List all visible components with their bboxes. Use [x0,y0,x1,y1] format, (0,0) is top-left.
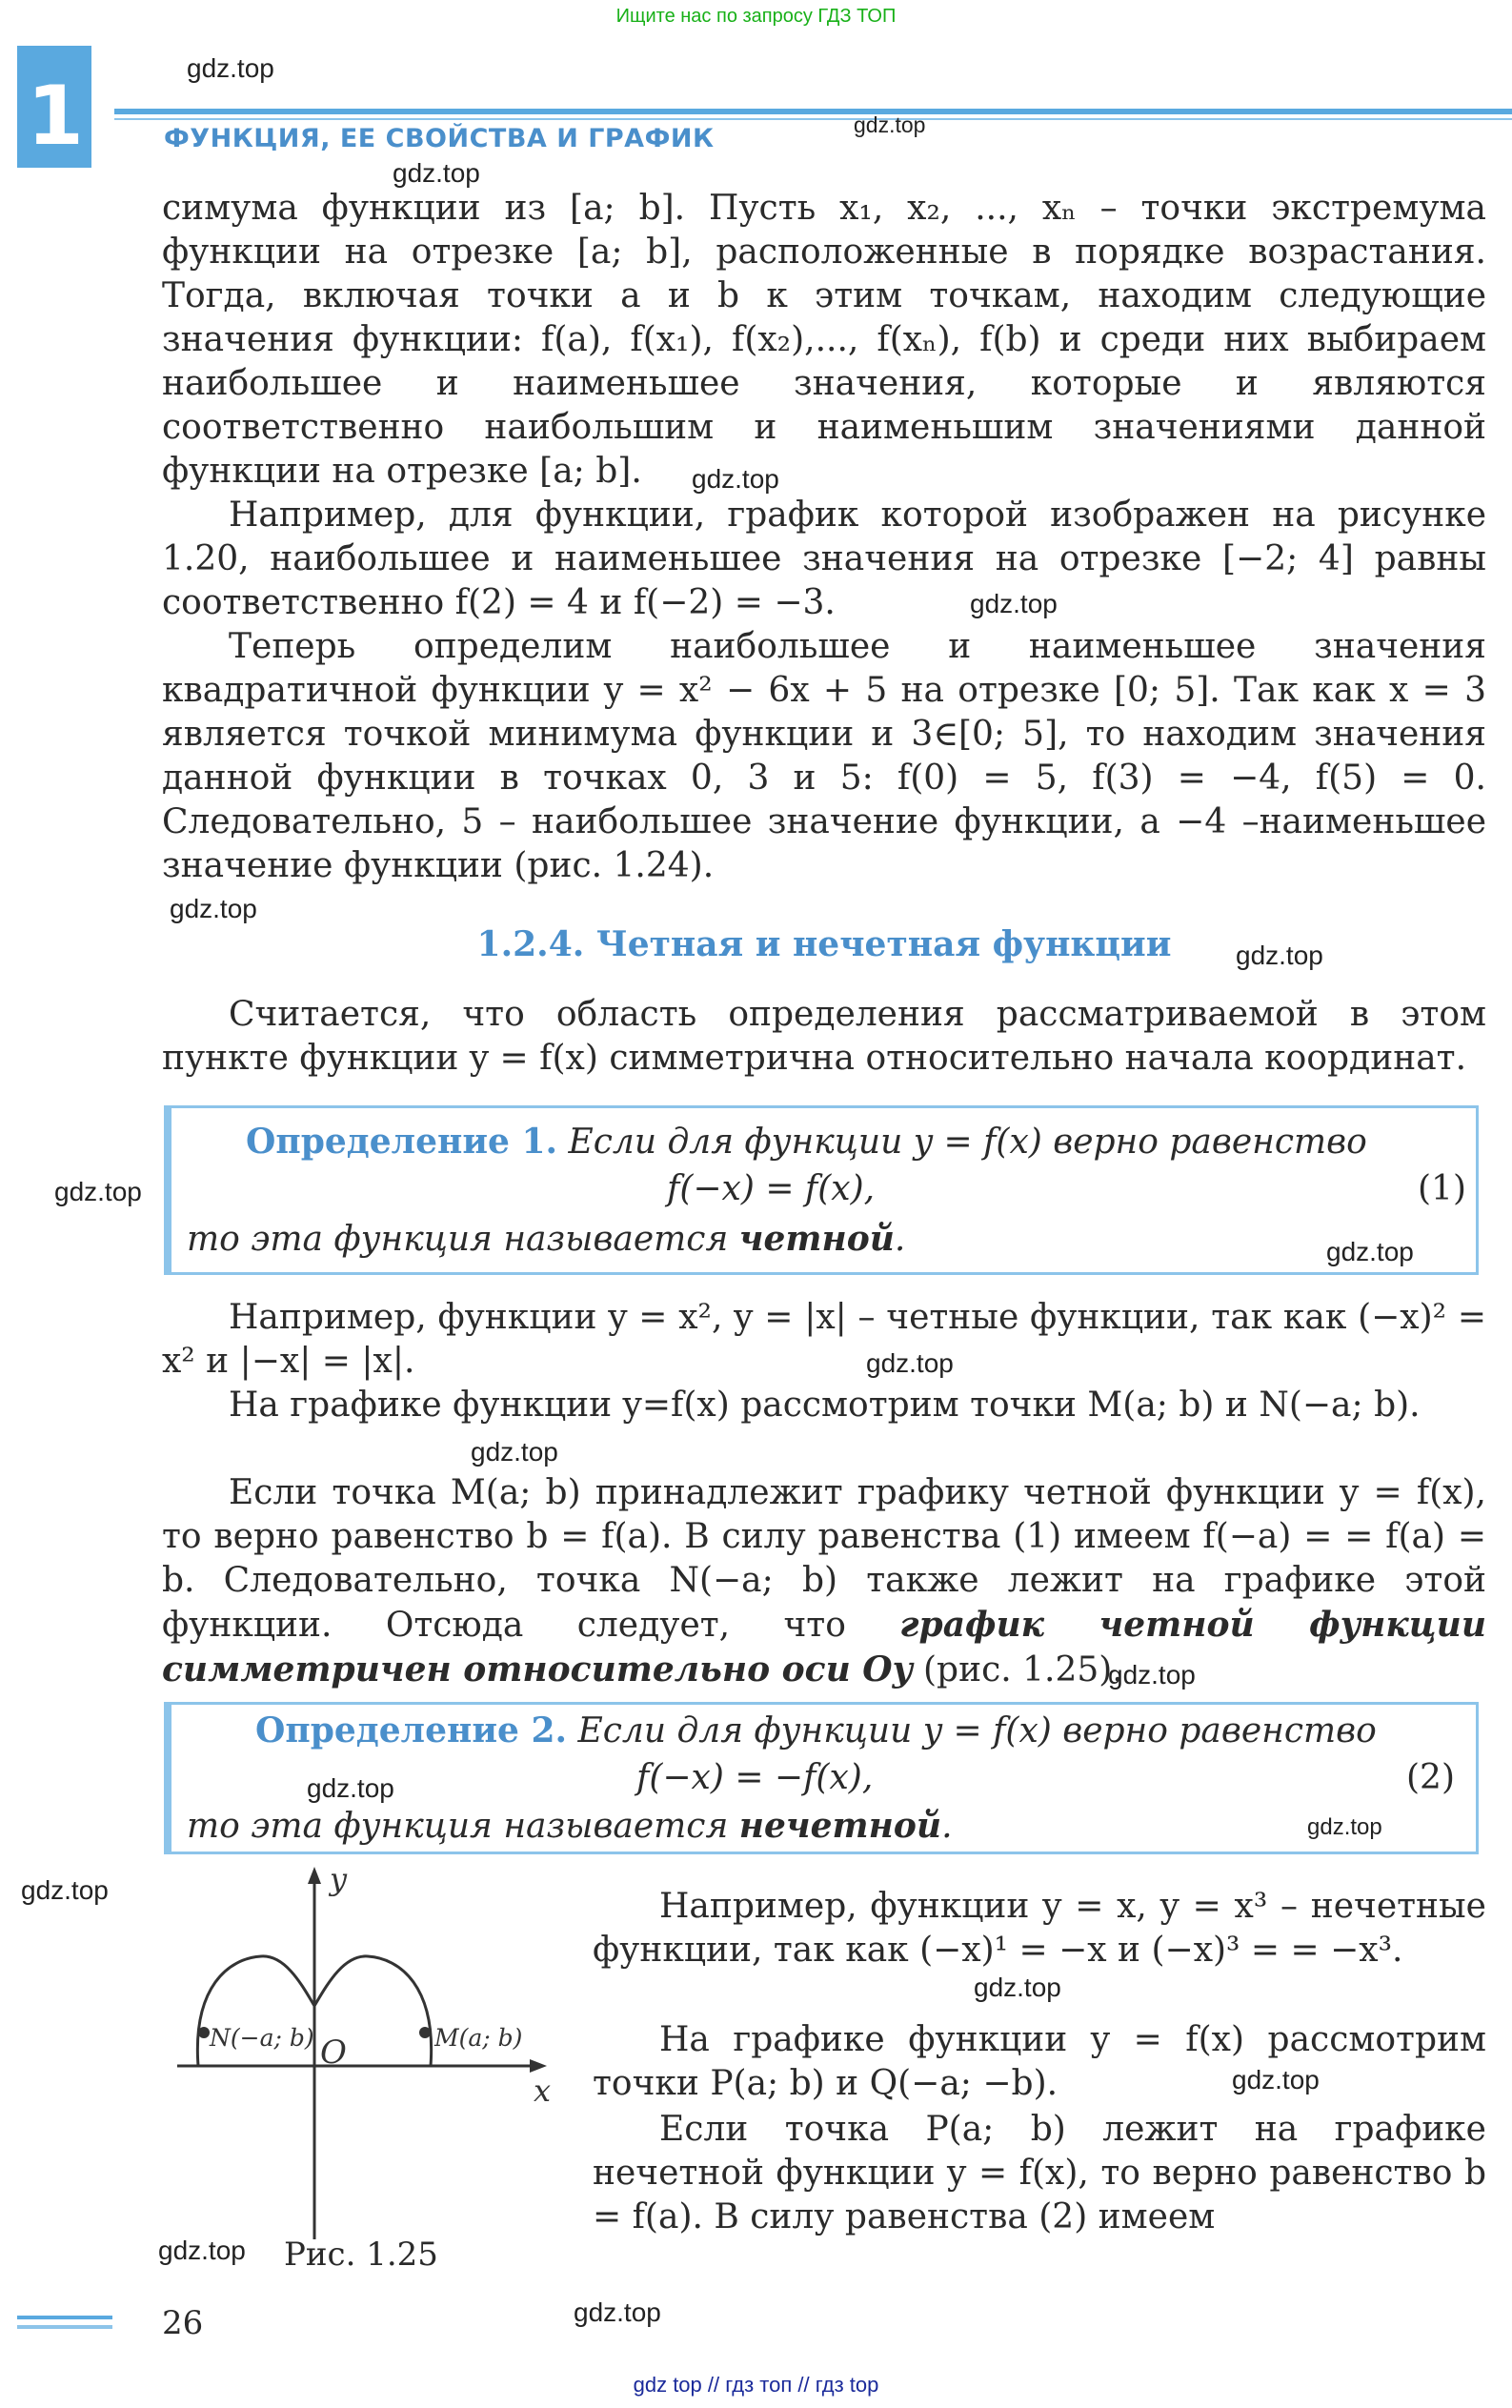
watermark: gdz.top [974,1973,1061,2002]
x-axis-label: x [534,2073,552,2109]
figure-caption: Рис. 1.25 [284,2236,438,2274]
watermark: gdz.top [1326,1237,1414,1266]
watermark: gdz.top [854,112,926,137]
definition-tail [187,1219,905,1259]
definition-term: нечетной [738,1806,942,1846]
footer-rule [17,2316,112,2319]
watermark: gdz.top [1232,2065,1320,2094]
watermark: gdz.top [471,1437,558,1467]
watermark: gdz.top [1236,941,1323,970]
watermark: gdz.top [54,1177,142,1206]
watermark: gdz.top [393,158,480,188]
definition-tail [187,1806,953,1846]
y-axis-arrow [308,1867,321,1884]
paragraph-text: На графике функции y = f(x) рассмотрим точки P(a; b) и Q(−a; −b). [593,2020,1486,2103]
paragraph-text: Считается, что область определения рассматриваемой в этом пункте функции y = f(x) симметрична относительно начала координат. [162,995,1486,1078]
footer-rule-thin [17,2325,112,2329]
definition-label: Определение 1. [246,1122,558,1162]
top-banner-link[interactable]: Ищите нас по запросу ГДЗ ТОП [615,6,897,27]
page-number: 26 [162,2304,204,2342]
origin-label: O [320,2034,347,2072]
definition-box [164,1702,1479,1854]
paragraph-text: Например, для функции, график которой изображен на рисунке 1.20, наибольшее и наименьшее значения на отрезке [−2; 4] равны соответственно f(2) = 4 и f(−2) = −3. [162,496,1486,622]
paragraph [593,2018,1486,2106]
definition-term: четной [738,1219,895,1259]
definition-text: Если для функции y = f(x) верно равенство [557,1123,1367,1162]
equation-number: (2) [1406,1758,1455,1797]
paragraph-text: Например, функции y = x², y = |x| – четные функции, так как (−x)² = x² и |−x| = |x|. [162,1298,1486,1381]
chapter-title: ФУНКЦИЯ, ЕЕ СВОЙСТВА И ГРАФИК [164,124,715,153]
paragraph [162,1471,1486,1692]
paragraph [162,625,1486,888]
header-rule-thin [114,118,1512,120]
paragraph [593,1885,1486,1973]
paragraph [162,993,1486,1081]
point-n [198,2027,210,2038]
paragraph-text: симума функции из [a; b]. Пусть x₁, x₂, ..., xₙ – точки экстремума функции на отрезке [a; b], расположенные в порядке возрастания. Тогда, включая точки a и b к этим точкам, находим следующие значения функции: f(a), f(x₁), f(x₂),..., f(xₙ), f(b) и среди них выбираем наибольшее и наименьшее значения, которые и являются соответственно наибольшим и наименьшим значениями данной функции на отрезке [a; b]. [162,189,1486,491]
watermark: gdz.top [574,2297,661,2327]
bottom-links[interactable]: gdz top // гдз топ // гдз top [633,2373,879,2397]
formula: f(−x) = f(x), [667,1169,876,1208]
watermark: gdz.top [1108,1660,1196,1690]
definition-tail-text: то эта функция называется [187,1220,739,1259]
watermark: gdz.top [866,1348,954,1378]
formula: f(−x) = −f(x), [636,1758,874,1797]
watermark: gdz.top [187,53,274,83]
definition-label: Определение 2. [255,1710,568,1750]
paragraph-text: На графике функции y=f(x) рассмотрим точки M(a; b) и N(−a; b). [229,1386,1421,1425]
y-axis-label: y [330,1863,348,1897]
definition-tail-text: то эта функция называется [187,1807,739,1846]
watermark: gdz.top [1307,1814,1382,1840]
watermark: gdz.top [170,894,257,923]
paragraph-text [162,1471,1486,1692]
paragraph [162,494,1486,625]
header-rule [114,109,1512,114]
point-m [419,2027,431,2038]
paragraph [593,2108,1486,2239]
point-m-label: M(a; b) [434,2024,523,2052]
definition-header [255,1709,1475,1753]
paragraph [162,1384,1486,1427]
figure-graph [143,1863,572,2244]
watermark: gdz.top [307,1773,394,1803]
paragraph-text: Теперь определим наибольшее и наименьшее значения квадратичной функции y = x² − 6x + 5 на отрезке [0; 5]. Так как x = 3 является точкой минимума функции и 3∈[0; 5], то находим значения данной функции в точках 0, 3 и 5: f(0) = 5, f(3) = −4, f(5) = 0. Следовательно, 5 – наибольшее значение функции, а −4 –наименьшее значение функции (рис. 1.24). [162,627,1486,885]
equation-number: (1) [1418,1169,1466,1208]
definition-tail-end: . [894,1220,906,1259]
paragraph-text: Если точка P(a; b) лежит на графике нечетной функции y = f(x), то верно равенство b = f(a). В силу равенства (2) имеем [593,2110,1486,2236]
watermark: gdz.top [158,2236,246,2265]
watermark: gdz.top [21,1875,109,1905]
watermark: gdz.top [970,589,1058,618]
paragraph-text-part: Если точка M(a; b) принадлежит графику четной функции y = f(x), то верно равенство b = f(a). В силу равенства (1) имеем f(−a) = = f(a) = b. Следовательно, точка N(−a; b) также лежит на графике этой функции. Отсюда следует, что [162,1473,1486,1645]
section-title: 1.2.4. Четная и нечетная функции [476,924,1172,964]
definition-text: Если для функции y = f(x) верно равенство [567,1711,1377,1750]
paragraph [162,187,1486,494]
paragraph-text: Например, функции y = x, y = x³ – нечетные функции, так как (−x)¹ = −x и (−x)³ = = −x³. [593,1887,1486,1970]
emphasis-text: график четной функции симметричен относительно оси Oy [162,1605,1486,1690]
x-axis-arrow [530,2059,547,2073]
point-n-label: N(−a; b) [210,2024,314,2052]
chapter-number: 1 [27,69,84,164]
watermark: gdz.top [692,464,779,494]
definition-box [164,1105,1479,1275]
definition-header [246,1120,1465,1164]
paragraph [162,1296,1486,1384]
paragraph-text-part: (рис. 1.25). [912,1650,1123,1690]
definition-tail-end: . [941,1807,953,1846]
